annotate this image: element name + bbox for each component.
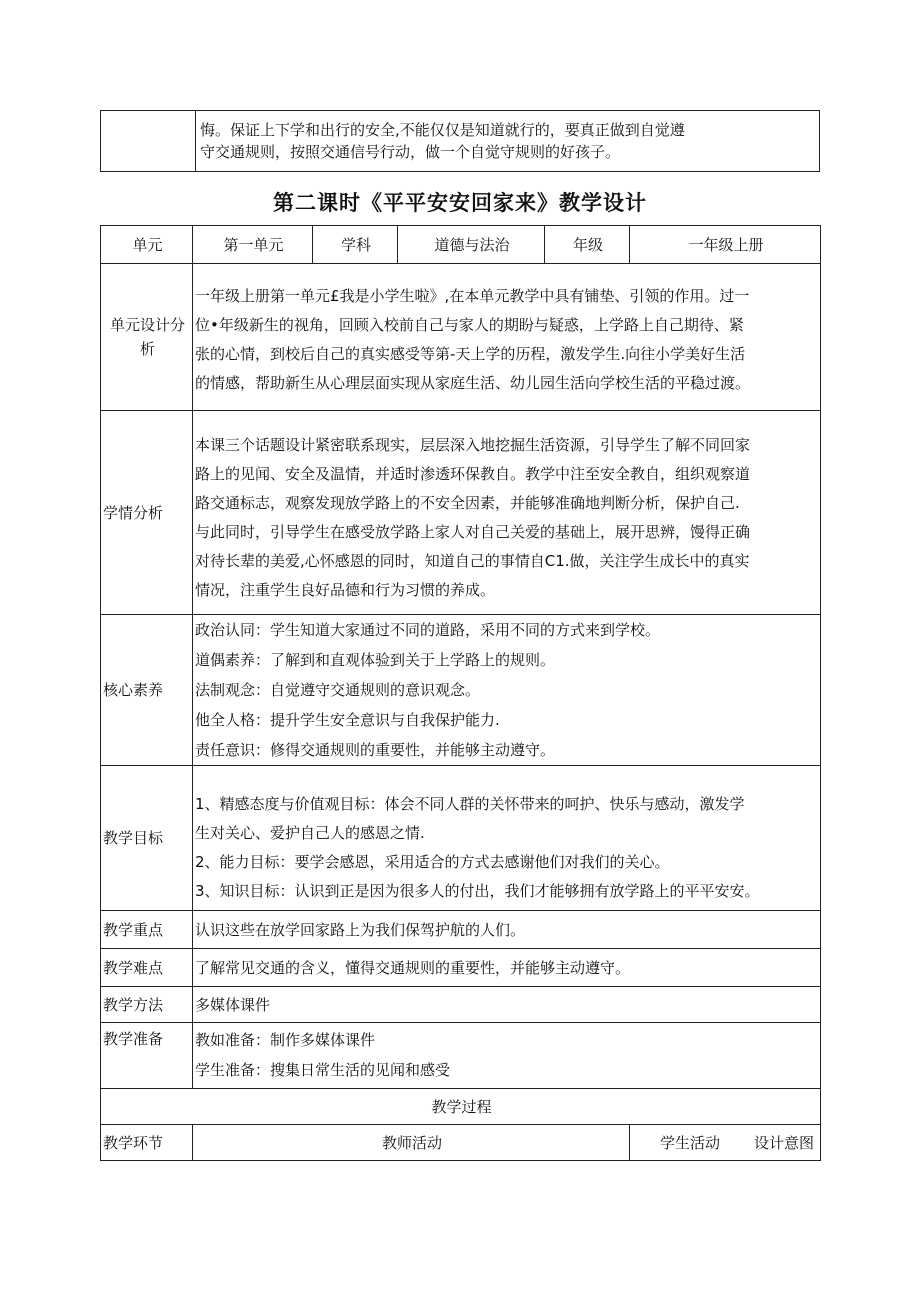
- unit-label: 单元: [101, 226, 193, 264]
- key-points-label: 教学重点: [101, 911, 193, 949]
- unit-value: 第一单元: [193, 226, 313, 264]
- student-analysis-label: 学情分析: [101, 411, 193, 615]
- teaching-goals-content: [193, 766, 821, 911]
- student-analysis-line: 路交通标志，观察发现放学路上的不安全因素，并能够准确地判断分析，保护自己.: [195, 494, 740, 512]
- difficulties-label: 教学难点: [101, 949, 193, 987]
- core-literacy-line: 政治认同：学生知道大家通过不同的道路，采用不同的方式来到学校。: [195, 621, 661, 639]
- student-analysis-row: [101, 411, 821, 615]
- method-text: 多媒体课件: [193, 987, 821, 1023]
- continued-text: [200, 119, 810, 163]
- student-analysis-content: [193, 411, 821, 615]
- col-stage: 教学环节: [101, 1125, 193, 1161]
- unit-analysis-content: [193, 264, 821, 411]
- teaching-goals-line: 生对关心、爱护自己人的感恩之情.: [195, 824, 425, 842]
- continued-line: 守交通规则，按照交通信号行动，做一个自觉守规则的好孩子。: [200, 143, 621, 161]
- core-literacy-label: 核心素养: [101, 615, 193, 766]
- unit-analysis-label-line: 单元设计分: [109, 316, 185, 334]
- method-label: 教学方法: [101, 987, 193, 1023]
- teaching-goals-line: 3、知识目标：认识到正是因为很多人的付出，我们才能够拥有放学路上的平平安安。: [195, 882, 760, 900]
- continued-table: [100, 110, 820, 172]
- key-points-row: [101, 911, 821, 949]
- col-teacher: 教师活动: [193, 1125, 630, 1161]
- core-literacy-line: 责任意识：修得交通规则的重要性，并能够主动遵守。: [195, 741, 556, 759]
- unit-analysis-line: 张的心情，到校后自己的真实感受等第-天上学的历程，激发学生.向往小学美好生活: [195, 345, 746, 363]
- col-intent: 设计意图: [753, 1133, 814, 1152]
- lesson-plan-table: [100, 225, 821, 1161]
- unit-analysis-label: [101, 264, 193, 411]
- process-title-row: [101, 1089, 821, 1125]
- page-title: 第二课时《平平安安回家来》教学设计: [273, 191, 647, 215]
- unit-analysis-label-line: 析: [139, 340, 155, 358]
- col-student-intent: [630, 1125, 821, 1161]
- core-literacy-line: 他全人格：提升学生安全意识与自我保护能力.: [195, 711, 500, 729]
- unit-analysis-row: [101, 264, 821, 411]
- key-points-text: 认识这些在放学回家路上为我们保驾护航的人们。: [193, 911, 821, 949]
- student-analysis-line: 情况，注重学生良好品德和行为习惯的养成。: [195, 581, 496, 599]
- core-literacy-content: [193, 615, 821, 766]
- subject-value: 道德与法治: [398, 226, 545, 264]
- col-student: 学生活动: [659, 1133, 720, 1152]
- teaching-goals-line: 2、能力目标：要学会感恩，采用适合的方式去感谢他们对我们的关心。: [195, 853, 670, 871]
- core-literacy-line: 法制观念：自觉遵守交通规则的意识观念。: [195, 681, 481, 699]
- subject-label: 学科: [313, 226, 398, 264]
- unit-analysis-line: 的情感，帮助新生从心理层面实现从家庭生活、幼儿园生活向学校生活的平稳过渡。: [195, 374, 751, 392]
- student-analysis-line: 路上的见闻、安全及温情，并适时渗透环保教自。教学中注至安全教自，组织观察道: [195, 465, 751, 483]
- method-row: [101, 987, 821, 1023]
- student-analysis-line: 对待长辈的美爱,心怀感恩的同时，知道自己的事情自C1.做，关注学生成长中的真实: [195, 552, 750, 570]
- preparation-line: 教如准备：制作多媒体课件: [195, 1031, 376, 1049]
- unit-analysis-line: 一年级上册第一单元£我是小学生啦》,在本单元教学中具有铺垫、引领的作用。过一: [195, 287, 750, 305]
- core-literacy-row: [101, 615, 821, 766]
- header-row: [101, 226, 821, 264]
- difficulties-row: [101, 949, 821, 987]
- student-analysis-line: 与此同时，引导学生在感受放学路上家人对自己关爱的基础上，展开思辨，馒得正确: [195, 523, 751, 541]
- preparation-content: [193, 1023, 821, 1089]
- preparation-line: 学生准备：搜集日常生活的见闻和感受: [195, 1061, 451, 1079]
- continued-label-cell: [101, 111, 196, 171]
- grade-label: 年级: [545, 226, 630, 264]
- preparation-row: [101, 1023, 821, 1089]
- process-header-row: [101, 1125, 821, 1161]
- continued-line: 悔。保证上下学和出行的安全,不能仅仅是知道就行的，要真正做到自觉遵: [200, 121, 685, 139]
- student-analysis-line: 本课三个话题设计紧密联系现实，层层深入地挖掘生活资源，引导学生了解不同回家: [195, 436, 751, 454]
- grade-value: 一年级上册: [630, 226, 821, 264]
- teaching-goals-row: [101, 766, 821, 911]
- process-title: 教学过程: [101, 1089, 821, 1125]
- preparation-label: 教学准备: [101, 1023, 193, 1089]
- teaching-goals-label: 教学目标: [101, 766, 193, 911]
- difficulties-text: 了解常见交通的含义，懂得交通规则的重要性，并能够主动遵守。: [193, 949, 821, 987]
- unit-analysis-line: 位•年级新生的视角，回顾入校前自己与家人的期盼与疑惑，上学路上自己期待、紧: [195, 316, 744, 334]
- teaching-goals-line: 1、精感态度与价值观目标：体会不同人群的关怀带来的呵护、快乐与感动，激发学: [195, 795, 745, 813]
- core-literacy-line: 道偶素养：了解到和直观体验到关于上学路上的规则。: [195, 651, 556, 669]
